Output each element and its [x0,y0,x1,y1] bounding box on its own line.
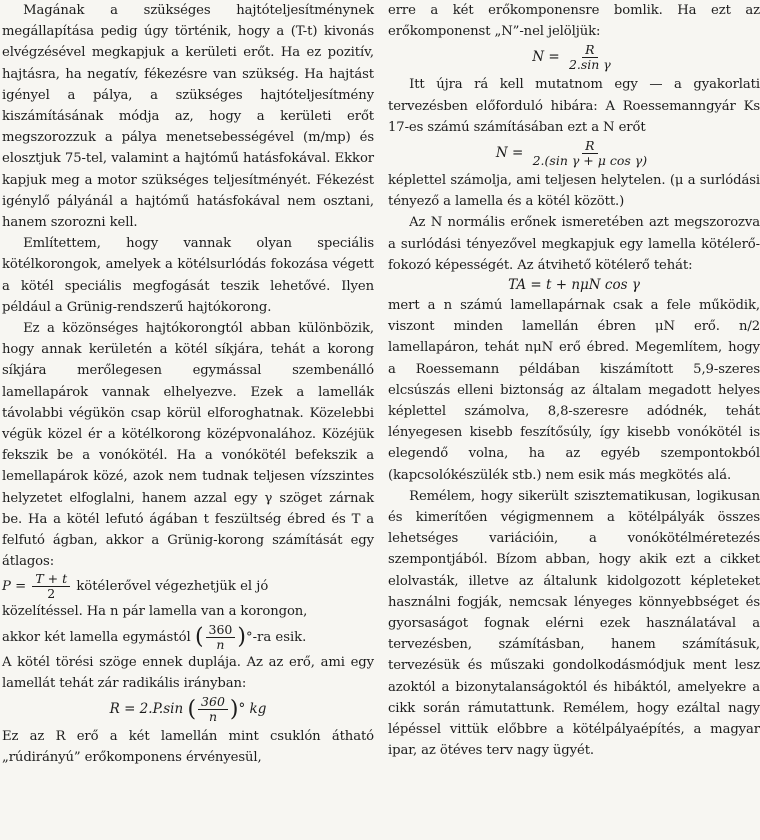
equation-r-fraction [198,695,228,724]
right-paragraph-1: erre a két erőkomponensre bomlik. Ha ezt az erőkomponenst „N”-nel jelöljük: [388,3,760,40]
equation-p-fraction [32,572,70,601]
equation-r-lhs: R = 2.P.sin [109,701,184,718]
equation-n1 [388,42,760,74]
left-line-kozelites: közelítéssel. Ha n pár lamella van a korongon, [2,604,308,620]
equation-p-numerator: T + t [32,572,70,587]
equation-r-numerator: 360 [198,695,228,710]
line-akkor: akkor két lamella egymástól ( $\frac{360}{n}$ )°-ra esik. [2,621,307,652]
left-paragraph-2: Említettem, hogy vannak olyan speciális kötélkorongok, amelyek a kötélsurlódás fokozása végett a kötél speciális megfogását teszik lehetővé. Ilyen például a Grünig-rendszerű hajtókorong. [2,236,374,315]
right-column [388,0,760,762]
right-paragraph-5: mert a n számú lamellapárnak csak a fele működik, viszont minden lamellán ébren μN erő. n/2 lamellapáron, tehát nμN erő ébred. Megemlítem, hogy a Roessemann példában kiszámított 5,9-szeres elcsúszás elleni biztonság az általam megadott helyes képlettel számolva, 8,8-szeresre adódnék, tehát lényegesen kisebb feszítősúly, így kisebb vonókötél is elegendő volna, ha az egyéb szempontokból (kapcsolókészülék stb.) nem esik más megkötés alá. [388,298,760,483]
right-paragraph-2: Itt újra rá kell mutatnom egy — a gyakorlati tervezésben előforduló hibára: A Roessemanngyár Ks 17-es számú számításában ezt a N erőt [388,77,760,135]
equation-r: R = 2.P.sin ( $\frac{360}{n}$ )° kg [109,694,267,725]
right-paragraph-6: Remélem, hogy sikerült szisztematikusan, logikusan és kimerítően végigmennem a kötélpályák összes lehetséges variációin, a vonókötélméretezés szempontjából. Bízom abban, hogy akik ezt a cikket elolvasták, illetve az általunk kidolgozott képleteket használni fogják, nemcsak lényeges könnyebbséget és gyorsaságot fognak elérni ezek használatával a tervezésben, számításban, hanem számításuk, tervezésük és műszaki gondolkodásmódjuk ment lesz azoktól a bizonytalanságoktól és hibáktól, amelyekre a cikk során rámutattunk. Remélem, hogy ezáltal nagy lépéssel vittük előbbre a kötélpályaépítés, a magyar ipar, az ötéves terv nagy ügyét. [388,488,760,759]
line-akkor-fraction [206,623,236,652]
equation-p-after: kötélerővel végezhetjük el jó [76,579,269,595]
line-akkor-pre: akkor két lamella egymástól [2,629,191,645]
equation-ta: TA = t + nμN cos γ [508,277,640,294]
equation-n2-numerator: R [582,139,597,154]
line-akkor-denominator: n [216,636,225,652]
left-paragraph-4: A kötél törési szöge ennek duplája. Az az erő, ami egy lamellát tehát zár radikális irányban: [2,654,374,691]
equation-n2 [388,138,760,170]
right-paragraph-4: Az N normális erőnek ismeretében azt megszorozva a surlódási tényezővel megkapjuk egy lamella kötélerő-fokozó képességét. Az átvihető kötélerő tehát: [388,215,760,273]
equation-p-line [2,572,374,601]
equation-n2-fraction [530,139,651,168]
equation-r-denominator: n [208,709,217,725]
equation-n1-numerator: R [582,43,597,58]
equation-n1-lhs: N = [532,49,560,66]
equation-n1-denominator: 2.sin γ [568,57,611,73]
left-column [2,0,374,769]
line-akkor-post: °-ra esik. [245,629,307,645]
left-paragraph-3: Ez a közönséges hajtókorongtól abban különbözik, hogy annak kerületén a kötél síkjára, tehát a korong síkjára merőlegesen egymással szembenálló lamellapárok vannak elhelyezve. Ezek a lamellák távolabbi végükön csap körül elforoghatnak. Közelebbi végük közel ér a kötélkorong középvonalához. Közéjük fekszik be a vonókötél. Ha a vonókötél befekszik a lemellapárok közé, azok nem tudnak teljesen vízszintes helyzetet elfoglalni, hanem azzal egy γ szöget zárnak be. Ha a kötél lefutó ágában t feszültség ébred és T a felfutó ágban, akkor a Grünig-korong számítását egy átlagos: [2,321,374,570]
right-paragraph-3: képlettel számolja, ami teljesen helytelen. (μ a surlódási tényező a lamella és a kötél között.) [388,173,760,210]
equation-n2-lhs: N = [495,145,524,162]
equation-p-denominator: 2 [47,586,56,602]
left-paragraph-5: Ez az R erő a két lamellán mint csuklón átható „rúdirányú” erőkomponens érvényesül, [2,729,374,766]
left-paragraph-1: Magának a szükséges hajtóteljesítménynek megállapítása pedig úgy történik, hogy a (T-t) kivonás elvégzésével megkapjuk a kerületi erőt. Ha ez pozitív, hajtásra, ha negatív, fékezésre van szükség. Ha hajtást igényel a pálya, a szükséges hajtóteljesítmény kiszámításának módja az, hogy a kerületi erőt megszorozzuk a pálya menetsebességével (m/mp) és elosztjuk 75-tel, valamint a hajtómű hatásfokával. Ekkor kapjuk meg a motor szükséges teljesítményét. Fékezést igénylő pályánál a hajtómű hatásfokával nem osztani, hanem szorozni kell. [2,3,374,231]
equation-n2-denominator: 2.(sin γ + μ cos γ) [532,153,648,169]
equation-n1-fraction [566,43,614,72]
line-akkor-numerator: 360 [206,623,236,638]
equation-r-post: ° kg [238,701,267,718]
equation-p-lhs: P = [2,579,27,595]
